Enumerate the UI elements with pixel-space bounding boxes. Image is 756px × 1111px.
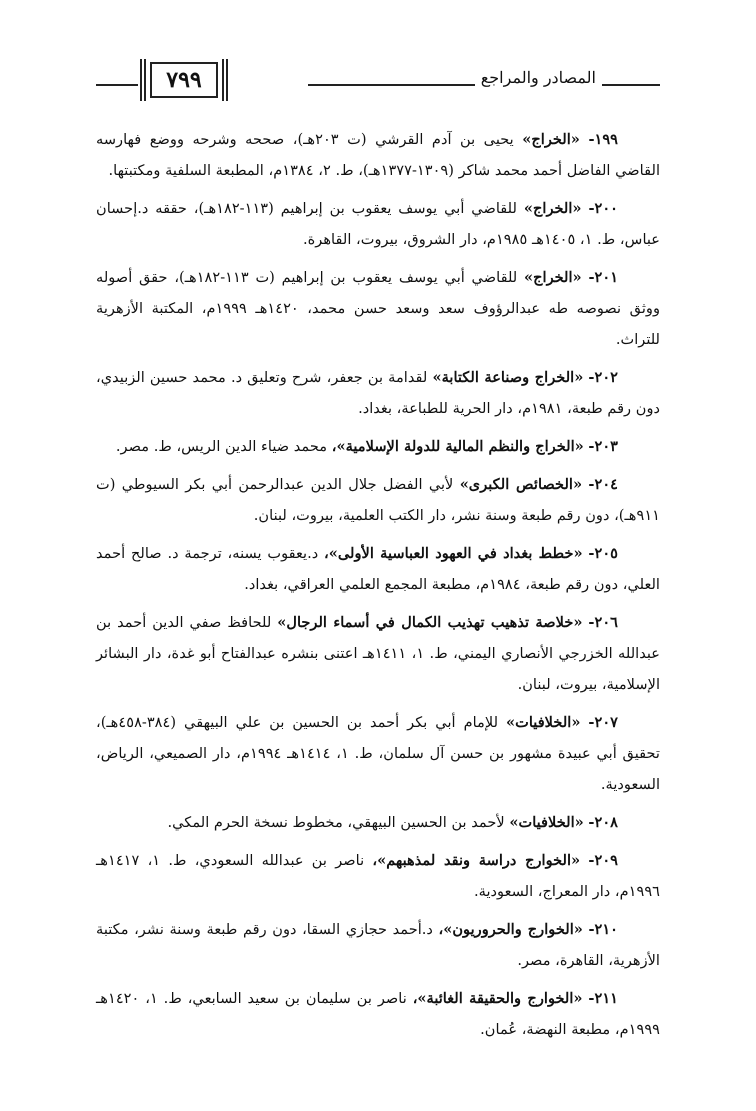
entry-number: ١٩٩- (588, 131, 619, 148)
header-rule-left (96, 84, 138, 86)
bibliography-entry (96, 707, 660, 800)
bibliography-entry (96, 983, 660, 1045)
entry-number: ٢٠٧- (588, 714, 618, 731)
entry-title: «الخراج وصناعة الكتابة» (432, 369, 584, 386)
entry-title: «الخراج» (523, 200, 582, 217)
entry-text: لقدامة بن جعفر، شرح وتعليق د. محمد حسين الزبيدي، دون رقم طبعة، ١٩٨١م، دار الحرية للطباعة، بغداد. (96, 369, 660, 417)
entry-title: «الخوارج والحقيقة الغائبة»، (412, 990, 583, 1007)
bibliography-entry (96, 807, 660, 838)
entry-title: «الخراج» (522, 131, 580, 148)
entry-text: يحيى بن آدم القرشي (ت ٢٠٣هـ)، صححه وشرحه ووضع فهارسه القاضي الفاضل أحمد محمد شاكر (١٣٠٩-١٣٧٧هـ)، ط. ٢، ١٣٨٤م، المطبعة السلفية ومكتبتها. (96, 131, 660, 179)
entry-text: د.أحمد حجازي السقا، دون رقم طبعة وسنة نشر، مكتبة الأزهرية، القاهرة، مصر. (96, 921, 660, 969)
entry-number: ٢٠٤- (588, 476, 618, 493)
entry-number: ٢٠٩- (588, 852, 618, 869)
entry-text: للحافظ صفي الدين أحمد بن عبدالله الخزرجي الأنصاري اليمني، ط. ١، ١٤١١هـ اعتنى بنشره عبدالفتاح أبو غدة، دار البشائر الإسلامية، بيروت، لبنان. (96, 614, 660, 693)
entry-title: «الخوارج دراسة ونقد لمذهبهم»، (372, 852, 581, 869)
bibliography-entry (96, 262, 660, 355)
bibliography-list (96, 124, 660, 1081)
entry-text: محمد ضياء الدين الريس، ط. مصر. (115, 438, 332, 455)
entry-number: ٢٠٢- (588, 369, 618, 386)
page-number-frame (140, 60, 288, 100)
bibliography-entry (96, 124, 660, 186)
entry-text: د.يعقوب يسنه، ترجمة د. صالح أحمد العلي، دون رقم طبعة، ١٩٨٤م، مطبعة المجمع العلمي العراقي، بغداد. (96, 545, 660, 593)
entry-number: ٢٠٦- (588, 614, 618, 631)
running-title: المصادر والمراجع (475, 68, 602, 87)
entry-text: للإمام أبي بكر أحمد بن الحسين بن علي البيهقي (٣٨٤-٤٥٨هـ)، تحقيق أبي عبيدة مشهور بن حسن آل سلمان، ط. ١، ١٤١٤هـ ١٩٩٤م، دار الصميعي، الرياض، السعودية. (96, 714, 660, 793)
page-number: ٧٩٩ (150, 62, 218, 98)
bibliography-entry (96, 193, 660, 255)
entry-title: «الخراج والنظم المالية للدولة الإسلامية»، (331, 438, 584, 455)
bibliography-entry (96, 607, 660, 700)
entry-number: ٢٠٠- (588, 200, 619, 217)
entry-title: «خطط بغداد في العهود العباسية الأولى»، (324, 545, 583, 562)
entry-number: ٢٠٣- (588, 438, 618, 455)
entry-text: لأبي الفضل جلال الدين عبدالرحمن أبي بكر السيوطي (ت ٩١١هـ)، دون رقم طبعة وسنة نشر، دار الكتب العلمية، بيروت، لبنان. (96, 476, 660, 524)
bibliography-entry (96, 845, 660, 907)
bibliography-entry (96, 431, 660, 462)
entry-title: «الخراج» (523, 269, 582, 286)
entry-text: ناصر بن سليمان بن سعيد السابعي، ط. ١، ١٤٢٠هـ ١٩٩٩م، مطبعة النهضة، عُمان. (96, 990, 660, 1038)
entry-title: «الخلافيات» (509, 814, 584, 831)
entry-title: «خلاصة تذهيب تهذيب الكمال في أسماء الرجال» (277, 614, 583, 631)
entry-number: ٢١١- (588, 990, 618, 1007)
entry-text: للقاضي أبي يوسف يعقوب بن إبراهيم (ت ١١٣-١٨٢هـ)، حقق أصوله ووثق نصوصه طه عبدالرؤوف سعد وسعد حسن محمد، ١٤٢٠هـ ١٩٩٩م، المكتبة الأزهرية للتراث. (96, 269, 660, 348)
frame-bar-left (140, 59, 146, 101)
frame-bar-right (222, 59, 228, 101)
entry-text: للقاضي أبي يوسف يعقوب بن إبراهيم (١١٣-١٨٢هـ)، حققه د.إحسان عباس، ط. ١، ١٤٠٥هـ ١٩٨٥م، دار الشروق، بيروت، القاهرة. (96, 200, 660, 248)
bibliography-entry (96, 362, 660, 424)
page-header (96, 58, 660, 104)
entry-number: ٢٠١- (588, 269, 619, 286)
entry-text: ناصر بن عبدالله السعودي، ط. ١، ١٤١٧هـ ١٩٩٦م، دار المعراج، السعودية. (96, 852, 660, 900)
entry-title: «الخلافيات» (506, 714, 581, 731)
bibliography-entry (96, 538, 660, 600)
entry-number: ٢٠٥- (588, 545, 618, 562)
bibliography-entry (96, 914, 660, 976)
entry-title: «الخصائص الكبرى» (459, 476, 583, 493)
entry-number: ٢١٠- (588, 921, 619, 938)
entry-number: ٢٠٨- (588, 814, 618, 831)
entry-text: لأحمد بن الحسين البيهقي، مخطوط نسخة الحرم المكي. (167, 814, 510, 831)
entry-title: «الخوارج والحروريون»، (438, 921, 583, 938)
bibliography-entry (96, 469, 660, 531)
